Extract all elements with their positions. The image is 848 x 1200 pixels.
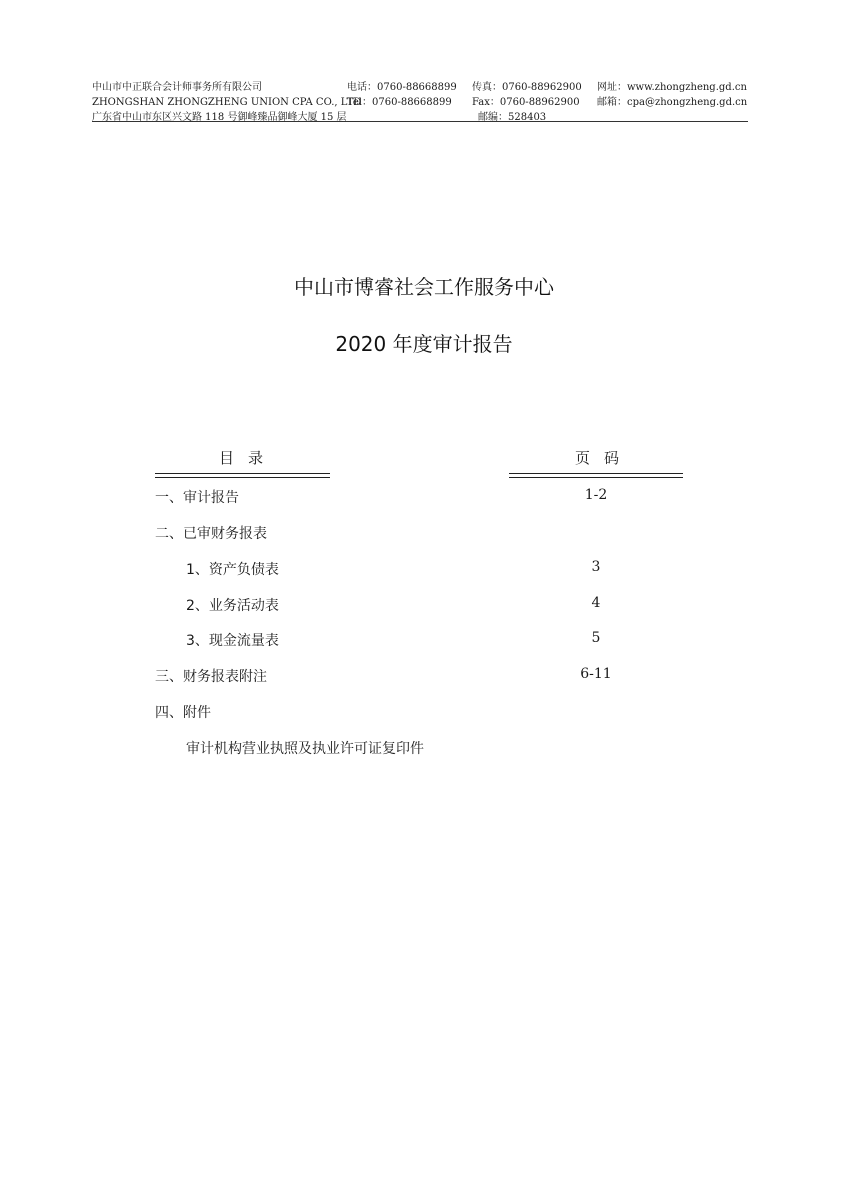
postcode: 邮编：528403	[478, 112, 547, 123]
report-title-year: 2020 年度审计报告	[335, 332, 513, 356]
letterhead-row-1	[92, 80, 748, 95]
toc-page-notes: 6-11	[580, 666, 612, 682]
toc-item-activity-statement: 2、业务活动表	[186, 598, 279, 614]
toc-rule-left	[155, 473, 330, 478]
toc-page-balance-sheet: 3	[591, 559, 601, 575]
toc-page-cash-flow: 5	[591, 630, 601, 646]
toc-item-cash-flow: 3、现金流量表	[186, 633, 279, 649]
toc-rule-right	[509, 473, 683, 478]
toc-header-contents: 目录	[219, 449, 278, 467]
toc-item-audit-report: 一、审计报告	[155, 490, 239, 506]
fax-en: Fax：0760-88962900	[472, 97, 580, 108]
phone-en: Tel：0760-88668899	[347, 97, 452, 108]
toc-header-page: 页码	[575, 449, 634, 467]
letterhead-row-2	[92, 95, 748, 110]
toc-item-financial-statements: 二、已审财务报表	[155, 526, 267, 542]
firm-name-cn: 中山市中正联合会计师事务所有限公司	[92, 82, 262, 93]
toc-item-attachments: 四、附件	[155, 705, 211, 721]
website: 网址：www.zhongzheng.gd.cn	[597, 82, 747, 93]
firm-name-en: ZHONGSHAN ZHONGZHENG UNION CPA CO., LTD	[92, 97, 362, 108]
toc-item-balance-sheet: 1、资产负债表	[186, 562, 279, 578]
letterhead	[92, 80, 748, 125]
fax-cn: 传真：0760-88962900	[472, 82, 582, 93]
toc-page-audit-report: 1-2	[584, 487, 608, 503]
report-title-org: 中山市博睿社会工作服务中心	[294, 275, 554, 299]
email: 邮箱：cpa@zhongzheng.gd.cn	[597, 97, 748, 108]
phone-cn: 电话：0760-88668899	[347, 82, 457, 93]
firm-address: 广东省中山市东区兴文路 118 号御峰臻品御峰大厦 15 层	[92, 112, 347, 123]
toc-item-notes: 三、财务报表附注	[155, 669, 267, 685]
toc-item-license-copy: 审计机构营业执照及执业许可证复印件	[186, 741, 424, 757]
toc-page-activity-statement: 4	[591, 595, 601, 611]
letterhead-row-3	[92, 110, 748, 125]
letterhead-divider	[92, 121, 748, 122]
